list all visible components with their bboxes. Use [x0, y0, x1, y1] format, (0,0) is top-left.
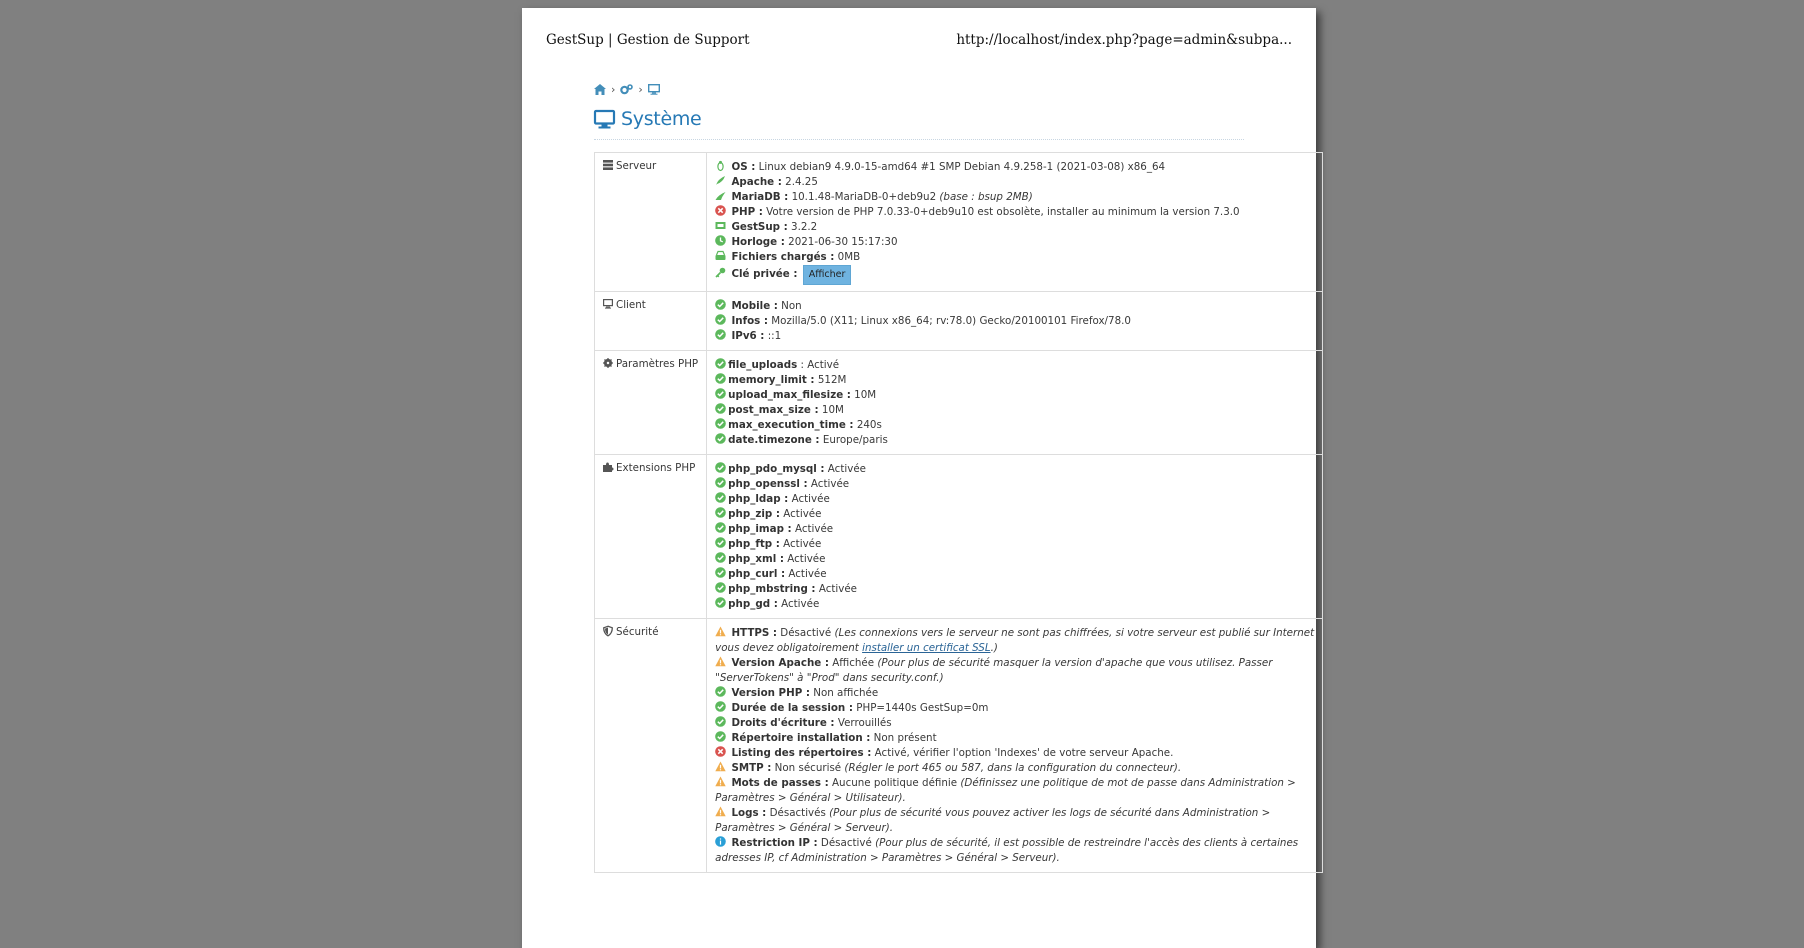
- check-circle-icon: [715, 716, 726, 727]
- show-private-key-button[interactable]: Afficher: [803, 265, 852, 285]
- warning-icon: [715, 626, 726, 637]
- check-circle-icon: [715, 462, 726, 473]
- check-circle-icon: [715, 582, 726, 593]
- section-values-security: [707, 619, 1323, 873]
- print-header-title: GestSup | Gestion de Support: [546, 32, 750, 48]
- list-item: Infos : Mozilla/5.0 (X11; Linux x86_64; rv:78.0) Gecko/20100101 Firefox/78.0: [715, 314, 1314, 329]
- check-circle-icon: [715, 686, 726, 697]
- section-values-php-params: [707, 351, 1323, 455]
- check-circle-icon: [715, 388, 726, 399]
- desktop-icon: [603, 299, 613, 309]
- list-item: php_ftp : Activée: [715, 537, 1314, 552]
- check-circle-icon: [715, 358, 726, 369]
- table-row: [595, 153, 1323, 292]
- title-divider: [594, 139, 1244, 140]
- list-item: date.timezone : Europe/paris: [715, 433, 1314, 448]
- list-item: HTTPS : Désactivé (Les connexions vers le serveur ne sont pas chiffrées, si votre serveur est publié sur Internet: [715, 626, 1314, 641]
- list-item: memory_limit : 512M: [715, 373, 1314, 388]
- hdd-icon: [715, 250, 726, 261]
- shield-icon: [603, 626, 613, 636]
- info-circle-icon: [715, 836, 726, 847]
- ssl-certificate-link[interactable]: installer un certificat SSL: [862, 642, 991, 654]
- breadcrumb: [594, 80, 1244, 98]
- list-item: MariaDB : 10.1.48-MariaDB-0+deb9u2 (base : bsup 2MB): [715, 190, 1314, 205]
- list-item: IPv6 : ::1: [715, 329, 1314, 344]
- chevron-right-icon: ›: [638, 82, 643, 96]
- table-row: [595, 292, 1323, 351]
- check-circle-icon: [715, 507, 726, 518]
- page-content: [594, 80, 1315, 873]
- section-label-server: Serveur: [595, 153, 707, 292]
- clock-icon: [715, 235, 726, 246]
- check-circle-icon: [715, 329, 726, 340]
- list-item: file_uploads : Activé: [715, 358, 1314, 373]
- check-circle-icon: [715, 373, 726, 384]
- check-circle-icon: [715, 403, 726, 414]
- warning-icon: [715, 761, 726, 772]
- list-item: Version Apache : Affichée (Pour plus de sécurité masquer la version d'apache que vous utilisez. Passer "ServerTokens" à "Prod" dans security.conf.): [715, 657, 1273, 684]
- list-item: php_imap : Activée: [715, 522, 1314, 537]
- warning-icon: [715, 776, 726, 787]
- check-circle-icon: [715, 567, 726, 578]
- section-label-security: Sécurité: [595, 619, 707, 873]
- key-icon: [715, 267, 726, 278]
- check-circle-icon: [715, 731, 726, 742]
- warning-icon: [715, 806, 726, 817]
- section-values-client: [707, 292, 1323, 351]
- list-item: Horloge : 2021-06-30 15:17:30: [715, 235, 1314, 250]
- gear-icon: [603, 358, 613, 368]
- list-item: Listing des répertoires : Activé, vérifier l'option 'Indexes' de votre serveur Apache.: [715, 746, 1314, 761]
- error-circle-icon: [715, 746, 726, 757]
- check-circle-icon: [715, 418, 726, 429]
- list-item: Droits d'écriture : Verrouillés: [715, 716, 1314, 731]
- print-preview-page: [522, 8, 1316, 948]
- list-item: vous devez obligatoirement installer un certificat SSL.): [715, 642, 998, 654]
- list-item: SMTP : Non sécurisé (Régler le port 465 ou 587, dans la configuration du connecteur).: [715, 761, 1314, 776]
- check-circle-icon: [715, 299, 726, 310]
- section-values-server: [707, 153, 1323, 292]
- check-circle-icon: [715, 552, 726, 563]
- table-row: [595, 455, 1323, 619]
- section-label-client: Client: [595, 292, 707, 351]
- desktop-icon[interactable]: [648, 84, 660, 95]
- section-label-php-extensions: Extensions PHP: [595, 455, 707, 619]
- list-item: Durée de la session : PHP=1440s GestSup=0m: [715, 701, 1314, 716]
- list-item: php_zip : Activée: [715, 507, 1314, 522]
- chevron-right-icon: ›: [611, 82, 616, 96]
- ticket-icon: [715, 220, 726, 231]
- print-header: [522, 32, 1316, 52]
- list-item: Restriction IP : Désactivé (Pour plus de sécurité, il est possible de restreindre l'accès des clients à certaines adresses IP, cf Administration > Paramètres > Général > Serveur).: [715, 837, 1299, 864]
- list-item: Mots de passes : Aucune politique définie (Définissez une politique de mot de passe dans Administration > Paramètres > Général > Utilisateur).: [715, 777, 1296, 804]
- list-item: php_gd : Activée: [715, 597, 1314, 612]
- check-circle-icon: [715, 522, 726, 533]
- list-item: Répertoire installation : Non présent: [715, 731, 1314, 746]
- linux-icon: [715, 160, 726, 171]
- list-item: php_curl : Activée: [715, 567, 1314, 582]
- check-circle-icon: [715, 597, 726, 608]
- system-info-table: [594, 152, 1323, 873]
- check-circle-icon: [715, 492, 726, 503]
- desktop-icon: [594, 110, 615, 129]
- list-item: PHP : Votre version de PHP 7.0.33-0+deb9u10 est obsolète, installer au minimum la version 7.3.0: [715, 205, 1314, 220]
- list-item: Logs : Désactivés (Pour plus de sécurité vous pouvez activer les logs de sécurité dans Administration > Paramètres > Général > Serveur).: [715, 807, 1271, 834]
- section-values-php-extensions: [707, 455, 1323, 619]
- list-item: GestSup : 3.2.2: [715, 220, 1314, 235]
- print-header-url: http://localhost/index.php?page=admin&subpa...: [956, 32, 1292, 48]
- check-circle-icon: [715, 701, 726, 712]
- list-item: Apache : 2.4.25: [715, 175, 1314, 190]
- check-circle-icon: [715, 314, 726, 325]
- check-circle-icon: [715, 477, 726, 488]
- list-item: Mobile : Non: [715, 299, 1314, 314]
- list-item: OS : Linux debian9 4.9.0-15-amd64 #1 SMP Debian 4.9.258-1 (2021-03-08) x86_64: [715, 160, 1314, 175]
- list-item: php_ldap : Activée: [715, 492, 1314, 507]
- list-item: upload_max_filesize : 10M: [715, 388, 1314, 403]
- table-row: [595, 619, 1323, 873]
- puzzle-icon: [603, 462, 613, 472]
- check-circle-icon: [715, 433, 726, 444]
- warning-icon: [715, 656, 726, 667]
- error-circle-icon: [715, 205, 726, 216]
- list-item: post_max_size : 10M: [715, 403, 1314, 418]
- database-icon: [715, 190, 726, 201]
- feather-icon: [715, 175, 726, 186]
- list-item: php_openssl : Activée: [715, 477, 1314, 492]
- list-item: Version PHP : Non affichée: [715, 686, 1314, 701]
- check-circle-icon: [715, 537, 726, 548]
- gears-icon[interactable]: [620, 84, 633, 95]
- list-item: php_mbstring : Activée: [715, 582, 1314, 597]
- list-item: Clé privée : Afficher: [715, 265, 1314, 285]
- section-label-php-params: Paramètres PHP: [595, 351, 707, 455]
- list-item: php_pdo_mysql : Activée: [715, 462, 1314, 477]
- page-title-text: Système: [621, 108, 702, 130]
- list-item: max_execution_time : 240s: [715, 418, 1314, 433]
- home-icon[interactable]: [594, 84, 606, 95]
- page-title: [594, 106, 1244, 132]
- table-row: [595, 351, 1323, 455]
- list-item: php_xml : Activée: [715, 552, 1314, 567]
- server-icon: [603, 160, 613, 170]
- list-item: Fichiers chargés : 0MB: [715, 250, 1314, 265]
